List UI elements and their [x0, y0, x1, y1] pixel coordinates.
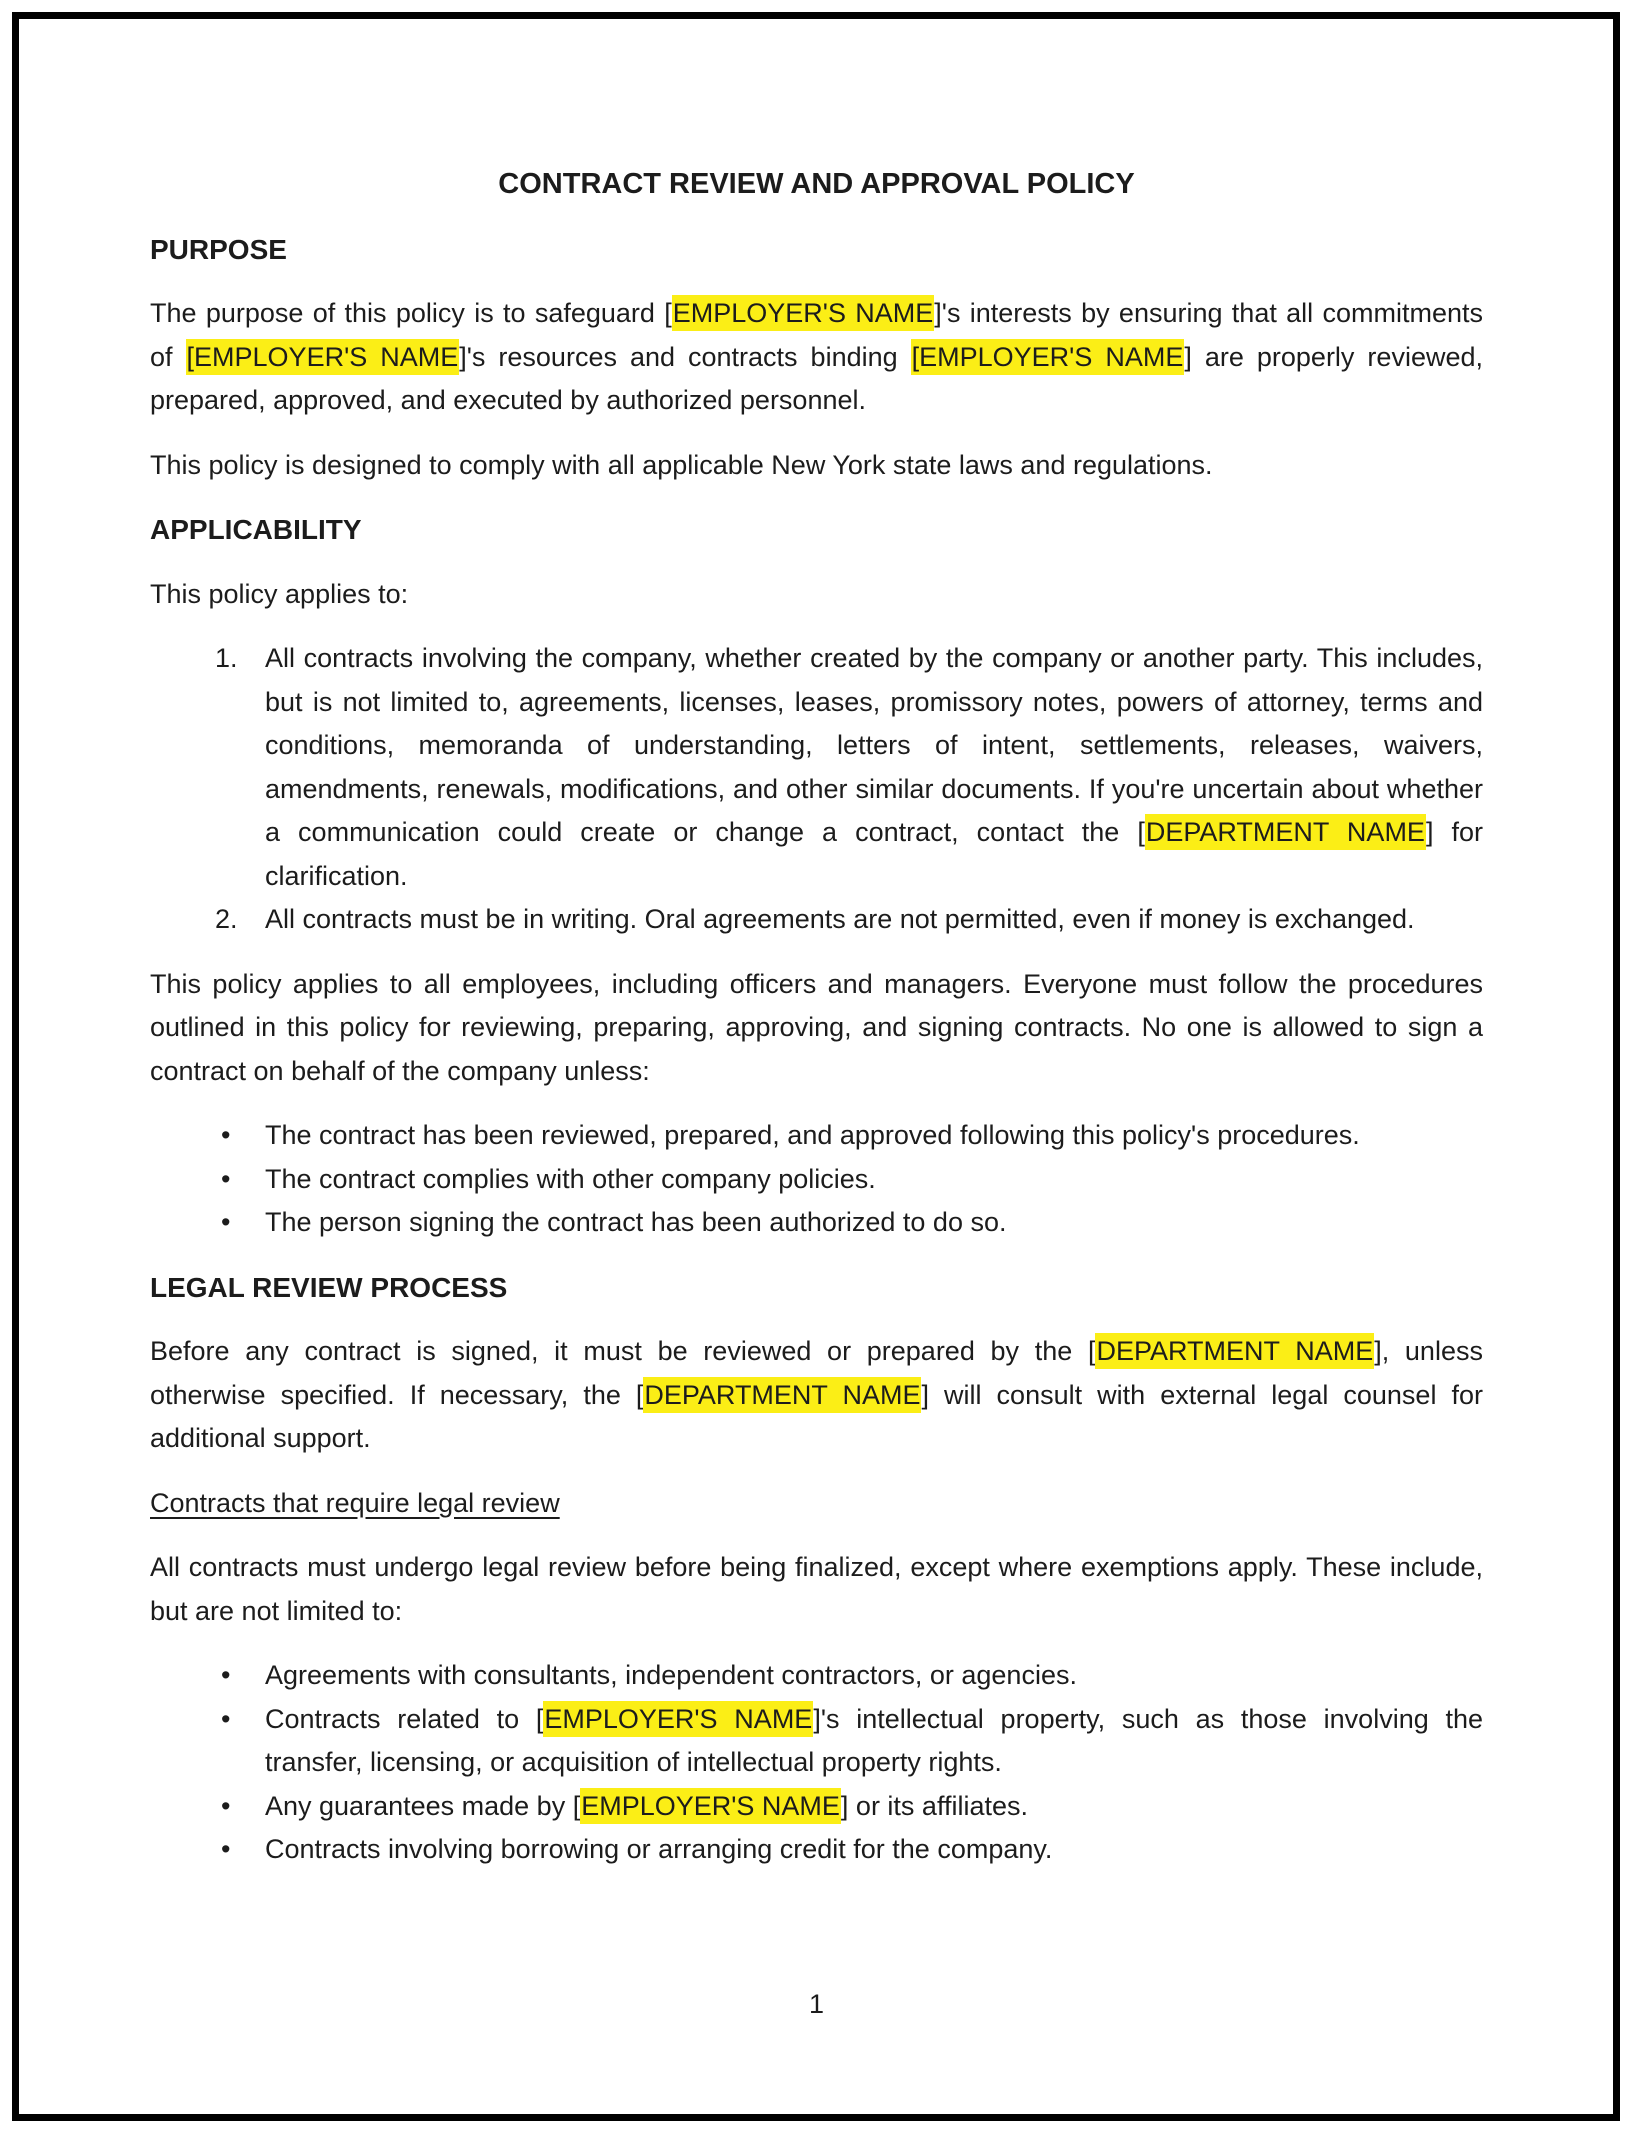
- text-segment: ] are properly reviewed, prepared, approved, and executed by authorized personnel.: [150, 341, 1483, 415]
- text-segment: Contracts involving borrowing or arranging credit for the company.: [265, 1834, 1053, 1864]
- text-segment: ] will consult with external legal counsel for additional support.: [150, 1379, 1483, 1453]
- text-segment: ]'s interests by ensuring that all commitments of: [150, 298, 1483, 372]
- bullet-list: [150, 1654, 1483, 1872]
- paragraph: [150, 444, 1483, 488]
- highlighted-placeholder: DEPARTMENT NAME: [1095, 1333, 1374, 1369]
- bullet-icon: •: [221, 1120, 231, 1150]
- text-segment: All contracts involving the company, whether created by the company or another party. This includes, but is not limited to, agreements, licenses, leases, promissory notes, powers of attorney, terms and conditions, memoranda of understanding, letters of intent, settlements, releases, waivers, amendments, renewals, modifications, and other similar documents. If you're uncertain about whether a communication could create or change a contract, contact the [: [265, 643, 1483, 847]
- list-item: [150, 1785, 1483, 1829]
- list-item: [150, 1201, 1483, 1245]
- text-segment: Agreements with consultants, independent contractors, or agencies.: [265, 1660, 1077, 1690]
- text-segment: ]'s resources and contracts binding: [459, 341, 911, 372]
- bullet-icon: •: [221, 1834, 231, 1864]
- highlighted-placeholder: DEPARTMENT NAME: [1145, 814, 1426, 850]
- document-content: [150, 163, 1483, 1872]
- section-heading-legal-review-process: LEGAL REVIEW PROCESS: [150, 1271, 508, 1303]
- section-heading-applicability: APPLICABILITY: [150, 514, 362, 545]
- text-segment: The contract complies with other company policies.: [265, 1163, 876, 1194]
- list-number: 1.: [215, 643, 238, 673]
- bullet-icon: •: [221, 1660, 231, 1690]
- text-segment: The purpose of this policy is to safeguard [: [150, 298, 672, 328]
- ordered-list: [150, 637, 1483, 942]
- text-segment: All contracts must undergo legal review before being finalized, except where exemptions apply. These include, but are not limited to:: [150, 1552, 1483, 1626]
- list-item: [150, 898, 1483, 942]
- paragraph: [150, 1330, 1483, 1461]
- text-segment: The contract has been reviewed, prepared, and approved following this policy's procedures.: [265, 1120, 1360, 1150]
- bullet-icon: •: [221, 1163, 231, 1194]
- paragraph: [150, 963, 1483, 1094]
- text-segment: This policy applies to:: [150, 578, 409, 609]
- paragraph: [150, 1546, 1483, 1633]
- highlighted-placeholder: [EMPLOYER'S NAME: [911, 339, 1185, 375]
- document-title: CONTRACT REVIEW AND APPROVAL POLICY: [498, 168, 1135, 200]
- text-segment: All contracts must be in writing. Oral agreements are not permitted, even if money is exchanged.: [265, 904, 1415, 934]
- bullet-icon: •: [221, 1207, 231, 1237]
- text-segment: Before any contract is signed, it must be reviewed or prepared by the [: [150, 1336, 1096, 1366]
- bullet-list: [150, 1114, 1483, 1245]
- text-segment: Contracts related to [: [265, 1703, 544, 1734]
- text-segment: The person signing the contract has been authorized to do so.: [265, 1207, 1007, 1237]
- paragraph: [150, 292, 1483, 423]
- text-segment: This policy is designed to comply with all applicable New York state laws and regulations.: [150, 449, 1213, 480]
- highlighted-placeholder: EMPLOYER'S NAME: [580, 1788, 841, 1824]
- bullet-icon: •: [221, 1703, 231, 1734]
- text-segment: ], unless otherwise specified. If necessary, the [: [150, 1336, 1483, 1410]
- list-item: [150, 1828, 1483, 1872]
- text-segment: ]'s intellectual property, such as those involving the transfer, licensing, or acquisition of intellectual property rights.: [265, 1703, 1484, 1777]
- section-heading-purpose: PURPOSE: [150, 233, 287, 265]
- highlighted-placeholder: [EMPLOYER'S NAME: [186, 339, 460, 375]
- text-segment: ] or its affiliates.: [840, 1790, 1028, 1821]
- bullet-icon: •: [221, 1790, 231, 1821]
- list-item: [150, 1114, 1483, 1158]
- list-item: [150, 637, 1483, 898]
- highlighted-placeholder: EMPLOYER'S NAME: [672, 295, 935, 331]
- page-number: 1: [808, 1989, 825, 2019]
- text-segment: Any guarantees made by [: [265, 1790, 581, 1821]
- list-number: 2.: [215, 904, 238, 934]
- list-item: [150, 1158, 1483, 1202]
- text-segment: This policy applies to all employees, including officers and managers. Everyone must follow the procedures outlined in this policy for reviewing, preparing, approving, and signing contracts. No one is allowed to sign a contract on behalf of the company unless:: [150, 968, 1483, 1086]
- section-heading-contracts-that-require-legal-review: Contracts that require legal review: [150, 1487, 560, 1518]
- list-item: [150, 1654, 1483, 1698]
- text-segment: ] for clarification.: [265, 817, 1484, 891]
- list-item: [150, 1698, 1483, 1785]
- paragraph: [150, 573, 1483, 617]
- highlighted-placeholder: DEPARTMENT NAME: [643, 1377, 921, 1413]
- highlighted-placeholder: EMPLOYER'S NAME: [543, 1701, 813, 1737]
